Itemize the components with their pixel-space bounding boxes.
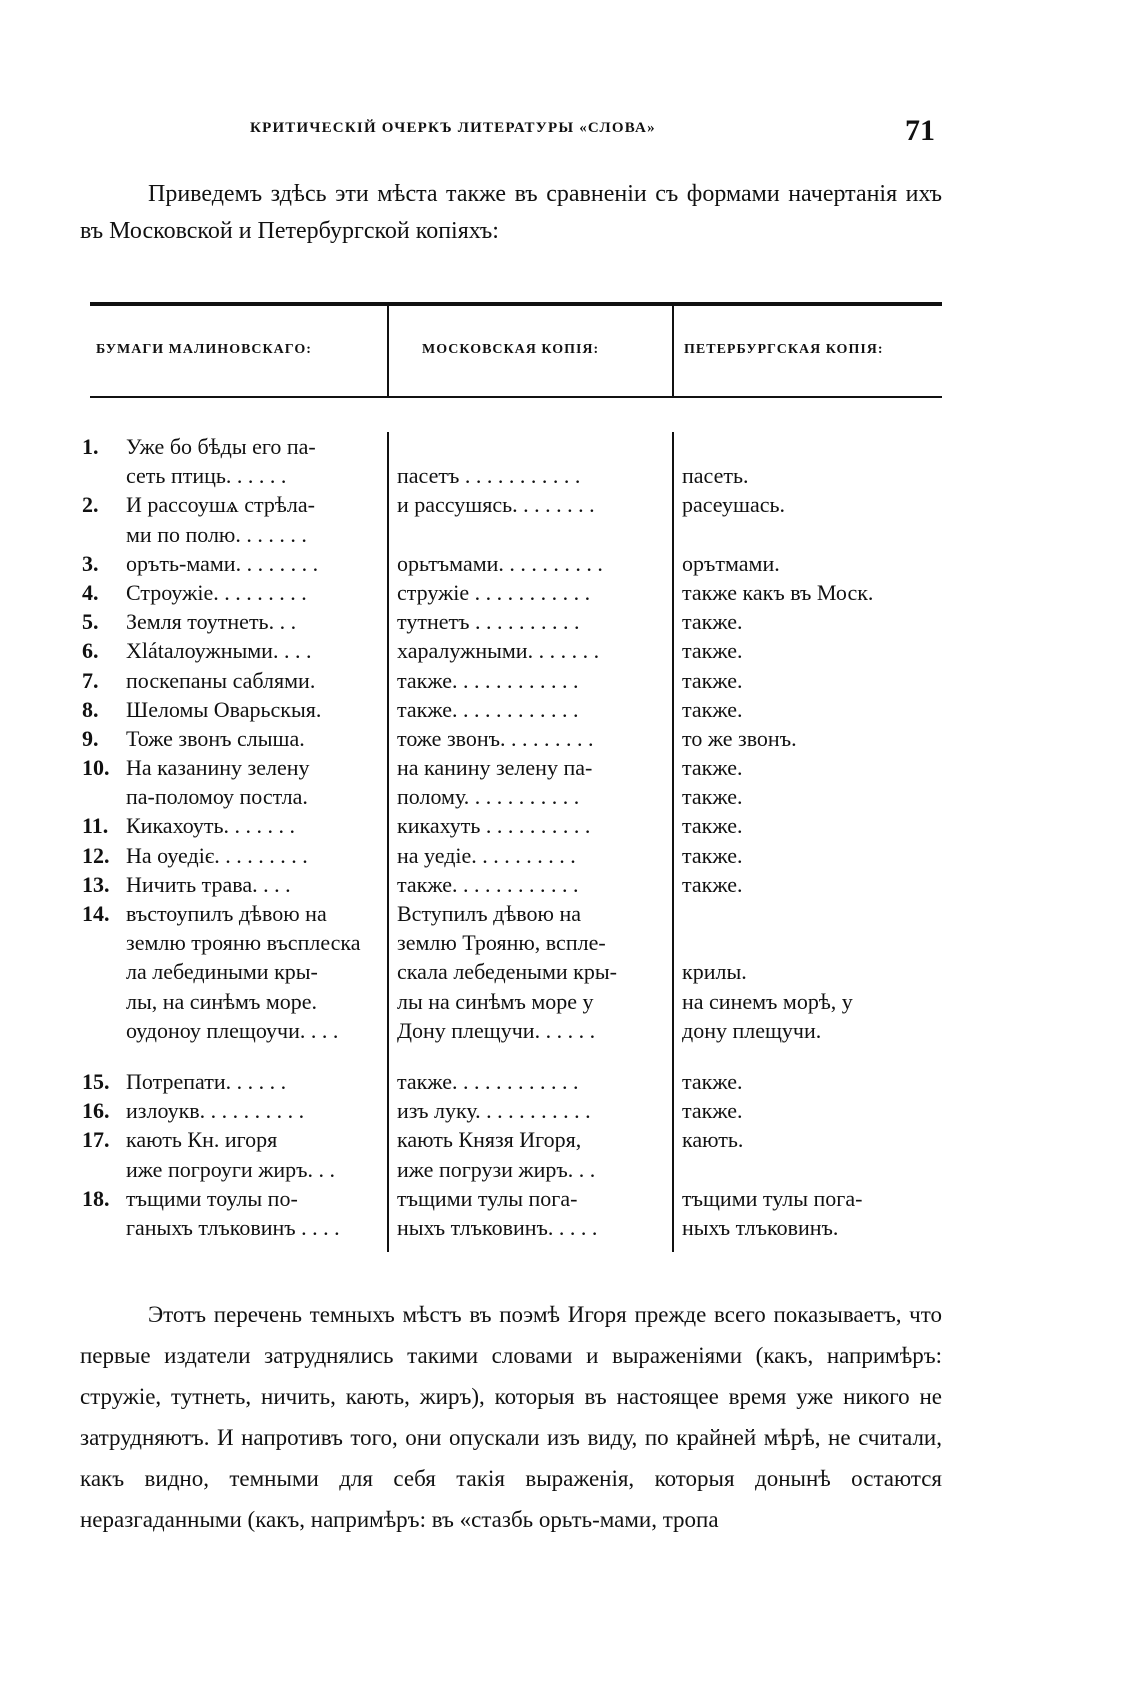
entry-number: 4. bbox=[82, 579, 99, 605]
malinovsky-line bbox=[82, 1096, 378, 1125]
entry-number: 10. bbox=[82, 755, 110, 781]
moscow-line: Вступилъ дѣвою на bbox=[397, 901, 582, 926]
malinovsky-text: оръть-мами. . . . . . . . bbox=[126, 550, 319, 576]
malinovsky-line bbox=[82, 490, 378, 519]
malinovsky-text: Ничить трава. . . . bbox=[126, 871, 291, 897]
petersburg-line: пасеть. bbox=[682, 463, 749, 489]
moscow-line: иже погрузи жиръ. . . bbox=[397, 1156, 596, 1182]
petersburg-line: также. bbox=[682, 667, 743, 693]
malinovsky-text: Хlátaлоужными. . . . bbox=[126, 638, 312, 664]
malinovsky-text: кають Кн. игоря bbox=[126, 1127, 278, 1153]
malinovsky-text: землю трояню въсплеска bbox=[126, 930, 361, 956]
moscow-line: на уедіе. . . . . . . . . . bbox=[397, 842, 576, 868]
row-gap bbox=[682, 1045, 944, 1067]
row-gap bbox=[82, 1045, 378, 1067]
entry-number: 18. bbox=[82, 1185, 110, 1211]
entry-number: 15. bbox=[82, 1068, 110, 1094]
entry-number: 14. bbox=[82, 901, 110, 926]
malinovsky-text: ла лебедиными кры- bbox=[126, 959, 318, 985]
petersburg-line: также. bbox=[682, 696, 743, 722]
moscow-line: орьтъмами. . . . . . . . . . bbox=[397, 550, 603, 576]
moscow-line: полому. . . . . . . . . . . bbox=[397, 784, 580, 810]
malinovsky-line bbox=[82, 520, 378, 549]
petersburg-line: тъщими тулы пога- bbox=[682, 1185, 863, 1211]
malinovsky-text: Земля тоутнеть. . . bbox=[126, 609, 297, 635]
table-top-rule bbox=[90, 302, 942, 306]
malinovsky-text: лы, на синѣмъ море. bbox=[126, 988, 318, 1014]
moscow-line: землю Трояню, вспле- bbox=[397, 930, 606, 956]
moscow-line: тутнетъ . . . . . . . . . . bbox=[397, 609, 580, 635]
malinovsky-line bbox=[82, 636, 378, 665]
table-header-rule bbox=[90, 396, 942, 398]
petersburg-line: расеушась. bbox=[682, 492, 786, 518]
moscow-line bbox=[397, 520, 663, 549]
body-divider-1 bbox=[387, 432, 389, 1252]
entry-number: 3. bbox=[82, 550, 99, 576]
moscow-line bbox=[397, 432, 663, 461]
petersburg-line: также. bbox=[682, 784, 743, 810]
moscow-line: тъщими тулы пога- bbox=[397, 1185, 578, 1211]
malinovsky-line bbox=[82, 928, 378, 957]
petersburg-line: также. bbox=[682, 1068, 743, 1094]
moscow-line: скала лебедеными кры- bbox=[397, 959, 617, 985]
malinovsky-text: ганыхъ тлъковинъ . . . . bbox=[126, 1214, 340, 1240]
malinovsky-text: Тоже звонъ слыша. bbox=[126, 725, 305, 751]
petersburg-line: также. bbox=[682, 755, 743, 781]
header-divider-2 bbox=[672, 304, 674, 396]
malinovsky-text: ми по полю. . . . . . . bbox=[126, 521, 307, 547]
moscow-line: харалужными. . . . . . . bbox=[397, 638, 600, 664]
malinovsky-text: тъщими тоулы по- bbox=[126, 1185, 298, 1211]
petersburg-line: также. bbox=[682, 609, 743, 635]
malinovsky-text: излоукв. . . . . . . . . . bbox=[126, 1098, 305, 1124]
malinovsky-line bbox=[82, 1155, 378, 1184]
malinovsky-line bbox=[82, 607, 378, 636]
header-divider-1 bbox=[387, 304, 389, 396]
entry-number: 8. bbox=[82, 696, 99, 722]
malinovsky-text: оудоноу плещоучи. . . . bbox=[126, 1017, 339, 1043]
column-malinovsky bbox=[82, 432, 378, 1242]
entry-number: 16. bbox=[82, 1098, 110, 1124]
moscow-line: стружіе . . . . . . . . . . . bbox=[397, 579, 591, 605]
petersburg-line: ныхъ тлъковинъ. bbox=[682, 1214, 839, 1240]
petersburg-line bbox=[682, 899, 944, 928]
malinovsky-line bbox=[82, 666, 378, 695]
entry-number: 6. bbox=[82, 638, 99, 664]
petersburg-line: также. bbox=[682, 813, 743, 839]
running-title: КРИТИЧЕСКІЙ ОЧЕРКЪ ЛИТЕРАТУРЫ «СЛОВА» bbox=[250, 120, 656, 136]
moscow-line: также. . . . . . . . . . . . bbox=[397, 696, 579, 722]
malinovsky-line bbox=[82, 870, 378, 899]
moscow-line: также. . . . . . . . . . . . bbox=[397, 667, 579, 693]
column-header-moscow: МОСКОВСКАЯ КОПІЯ: bbox=[422, 342, 600, 357]
petersburg-line: кають. bbox=[682, 1127, 744, 1153]
malinovsky-text: въстоупилъ дѣвою на bbox=[126, 901, 327, 926]
malinovsky-line bbox=[82, 1067, 378, 1096]
malinovsky-text: Уже бо бѣды его па- bbox=[126, 434, 316, 459]
intro-paragraph: Приведемъ здѣсь эти мѣста также въ сравненіи съ формами начертанія ихъ въ Московской и Петербургской копіяхъ: bbox=[80, 181, 942, 244]
moscow-line: кикахуть . . . . . . . . . . bbox=[397, 813, 591, 839]
malinovsky-line bbox=[82, 724, 378, 753]
moscow-line: тоже звонъ. . . . . . . . . bbox=[397, 725, 594, 751]
malinovsky-text: сеть птиць. . . . . . bbox=[126, 463, 287, 489]
closing-paragraph: Этотъ перечень темныхъ мѣстъ въ поэмѣ Игоря прежде всего показываетъ, что первые издатели затруднялись такими словами и выраженіями (какъ, напримѣръ: стружіе, тутнеть, ничить, кають, жиръ), которыя въ настоящее время уже никого не затрудняютъ. И напротивъ того, они опускали изъ виду, по крайней мѣрѣ, не считали, какъ видно, темными для себя такія выраженія, которыя донынѣ остаются неразгаданными (какъ, напримѣръ: въ «стазбь орьть-мами, тропа bbox=[80, 1302, 942, 1532]
entry-number: 11. bbox=[82, 813, 109, 839]
moscow-line: на канину зелену па- bbox=[397, 755, 593, 781]
malinovsky-text: И рассоушѧ стрѣла- bbox=[126, 492, 315, 518]
entry-number: 1. bbox=[82, 434, 99, 459]
petersburg-line bbox=[682, 432, 944, 461]
moscow-line: лы на синѣмъ море у bbox=[397, 988, 594, 1014]
moscow-line: кають Князя Игоря, bbox=[397, 1127, 582, 1153]
moscow-line: и рассушясь. . . . . . . . bbox=[397, 492, 595, 518]
malinovsky-line bbox=[82, 782, 378, 811]
moscow-line: пасетъ . . . . . . . . . . . bbox=[397, 463, 581, 489]
malinovsky-line bbox=[82, 841, 378, 870]
entry-number: 12. bbox=[82, 842, 110, 868]
petersburg-line: крилы. bbox=[682, 959, 747, 985]
malinovsky-text: Строужіе. . . . . . . . . bbox=[126, 579, 307, 605]
entry-number: 7. bbox=[82, 667, 99, 693]
petersburg-line: дону плещучи. bbox=[682, 1017, 822, 1043]
petersburg-line bbox=[682, 1155, 944, 1184]
entry-number: 17. bbox=[82, 1127, 110, 1153]
malinovsky-line bbox=[82, 899, 378, 928]
moscow-line: ныхъ тлъковинъ. . . . . bbox=[397, 1214, 598, 1240]
malinovsky-line bbox=[82, 1125, 378, 1154]
petersburg-line: также. bbox=[682, 871, 743, 897]
entry-number: 13. bbox=[82, 871, 110, 897]
malinovsky-text: поскепаны саблями. bbox=[126, 667, 316, 693]
malinovsky-line bbox=[82, 578, 378, 607]
column-header-petersburg: ПЕТЕРБУРГСКАЯ КОПІЯ: bbox=[684, 342, 884, 357]
entry-number: 5. bbox=[82, 609, 99, 635]
column-petersburg bbox=[682, 432, 944, 1242]
petersburg-line: на синемъ морѣ, у bbox=[682, 988, 853, 1014]
malinovsky-text: Потрепати. . . . . . bbox=[126, 1068, 287, 1094]
malinovsky-line bbox=[82, 811, 378, 840]
malinovsky-line bbox=[82, 753, 378, 782]
malinovsky-line bbox=[82, 1213, 378, 1242]
malinovsky-line bbox=[82, 987, 378, 1016]
malinovsky-text: На казанину зелену bbox=[126, 755, 310, 781]
malinovsky-line bbox=[82, 957, 378, 986]
moscow-line: также. . . . . . . . . . . . bbox=[397, 1068, 579, 1094]
malinovsky-line bbox=[82, 695, 378, 724]
moscow-line: также. . . . . . . . . . . . bbox=[397, 871, 579, 897]
entry-number: 2. bbox=[82, 492, 99, 518]
malinovsky-line bbox=[82, 1184, 378, 1213]
petersburg-line: также какъ въ Моск. bbox=[682, 579, 874, 605]
malinovsky-line bbox=[82, 432, 378, 461]
petersburg-line bbox=[682, 928, 944, 957]
column-moscow bbox=[397, 432, 663, 1242]
malinovsky-line bbox=[82, 461, 378, 490]
malinovsky-text: иже погроуги жиръ. . . bbox=[126, 1156, 336, 1182]
malinovsky-text: На оуедіє. . . . . . . . . bbox=[126, 842, 308, 868]
entry-number: 9. bbox=[82, 725, 99, 751]
moscow-line: Дону плещучи. . . . . . bbox=[397, 1017, 596, 1043]
malinovsky-text: Кикахоуть. . . . . . . bbox=[126, 813, 296, 839]
petersburg-line: орътмами. bbox=[682, 550, 780, 576]
petersburg-line: также. bbox=[682, 842, 743, 868]
moscow-line: изъ луку. . . . . . . . . . . bbox=[397, 1098, 591, 1124]
malinovsky-line bbox=[82, 549, 378, 578]
row-gap bbox=[397, 1045, 663, 1067]
page-number: 71 bbox=[905, 114, 935, 147]
body-divider-2 bbox=[672, 432, 674, 1252]
petersburg-line: также. bbox=[682, 638, 743, 664]
malinovsky-line bbox=[82, 1016, 378, 1045]
malinovsky-text: па-поломоу постла. bbox=[126, 784, 308, 810]
malinovsky-text: Шеломы Оварьскыя. bbox=[126, 696, 322, 722]
petersburg-line: также. bbox=[682, 1098, 743, 1124]
column-header-malinovsky: БУМАГИ МАЛИНОВСКАГО: bbox=[96, 342, 312, 357]
petersburg-line bbox=[682, 520, 944, 549]
petersburg-line: то же звонъ. bbox=[682, 725, 797, 751]
